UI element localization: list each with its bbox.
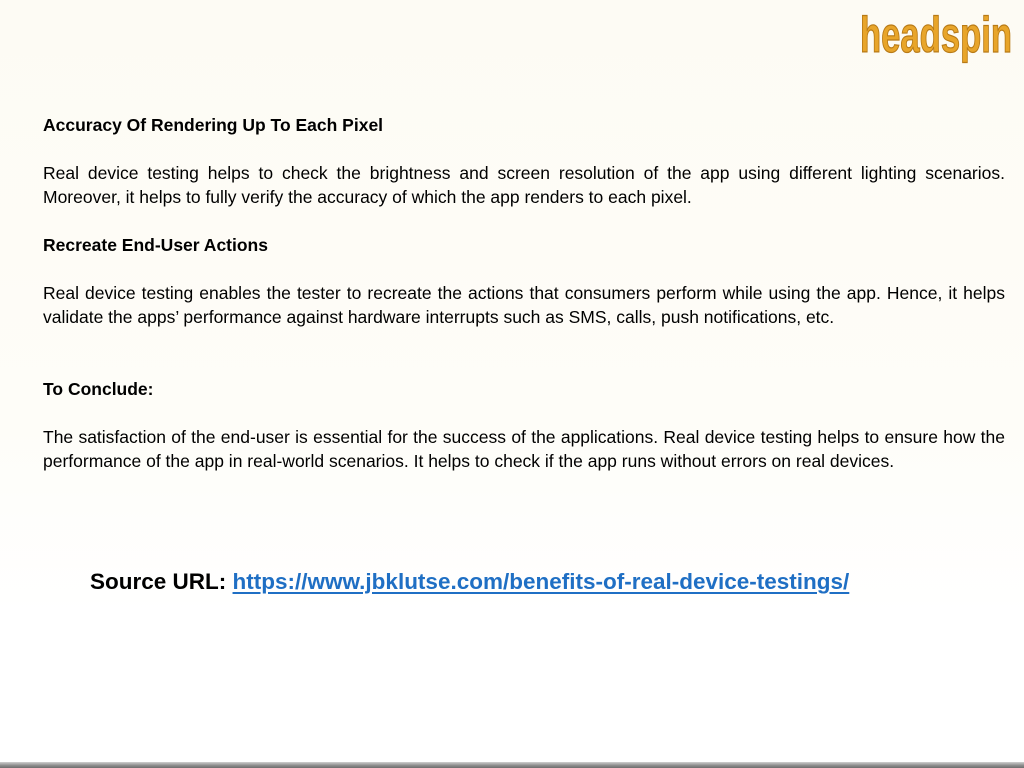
headspin-logo: [856, 0, 1016, 76]
section-heading-conclusion: To Conclude:: [43, 379, 154, 399]
section-body-rendering-accuracy: Real device testing helps to check the brightness and screen resolution of the app using different lighting scenarios. Moreover, it helps to fully verify the accuracy of which the app renders to each pixel.: [43, 163, 1005, 207]
slide-content: [43, 113, 1005, 473]
logo-text: headspin: [860, 7, 1012, 63]
source-label: Source URL:: [90, 569, 227, 594]
source-url-link[interactable]: https://www.jbklutse.com/benefits-of-real-device-testings/: [232, 569, 850, 594]
section-heading-rendering-accuracy: Accuracy Of Rendering Up To Each Pixel: [43, 115, 384, 135]
bottom-divider: [0, 762, 1024, 768]
section-heading-end-user-actions: Recreate End-User Actions: [43, 235, 268, 255]
section-body-conclusion: The satisfaction of the end-user is essential for the success of the applications. Real device testing helps to ensure how the performance of the app in real-world scenarios. It helps to check if the app runs without errors on real devices.: [43, 427, 1005, 471]
section-body-end-user-actions: Real device testing enables the tester to recreate the actions that consumers perform while using the app. Hence, it helps validate the apps’ performance against hardware interrupts such as SMS, calls, push notifications, etc.: [43, 283, 1005, 327]
source-line: [90, 566, 849, 598]
